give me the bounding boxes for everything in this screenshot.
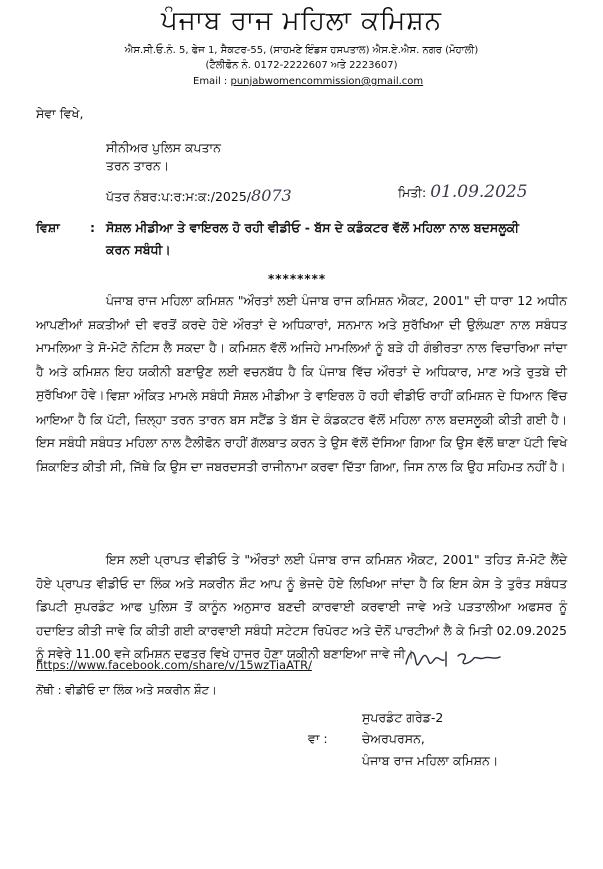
signatory-designation: ਸੁਪਰਡੰਟ ਗਰੇਡ-2: [362, 710, 444, 725]
salutation: ਸੇਵਾ ਵਿਖੇ,: [36, 106, 84, 121]
subject-colon: :: [90, 220, 95, 235]
paragraph-1: ਪੰਜਾਬ ਰਾਜ ਮਹਿਲਾ ਕਮਿਸ਼ਨ "ਔਰਤਾਂ ਲਈ ਪੰਜਾਬ ਰਾਜ ਕਮਿਸ਼ਨ ਐਕਟ, 2001" ਦੀ ਧਾਰਾ 12 ਅਧੀਨ ਆਪਣੀਆਂ ਸ਼ਕਤੀਆਂ ਦੀ ਵਰਤੋਂ ਕਰਦੇ ਹੋਏ ਔਰਤਾਂ ਦੇ ਅਧਿਕਾਰਾਂ, ਸਨਮਾਨ ਅਤੇ ਸੁਰੱਖਿਆ ਦੀ ਉਲੰਘਣਾ ਨਾਲ ਸਬੰਧਤ ਮਾਮਲਿਆ ਤੇ ਸੋ-ਮੋਟੋ ਨੋਟਿਸ ਲੈ ਸਕਦਾ ਹੈ। ਕਮਿਸ਼ਨ ਵੱਲੋਂ ਅਜਿਹੇ ਮਾਮਲਿਆਂ ਨੂੰ ਬੜੇ ਹੀ ਗੰਭੀਰਤਾ ਨਾਲ ਵਿਚਾਰਿਆ ਜਾਂਦਾ ਹੈ ਅਤੇ ਕਮਿਸ਼ਨ ਇਹ ਯਕੀਨੀ ਬਣਾਉਣ ਲਈ ਵਚਨਬੱਧ ਹੈ ਕਿ ਪੰਜਾਬ ਵਿੱਚ ਔਰਤਾਂ ਦੇ ਅਧਿਕਾਰ, ਮਾਣ ਅਤੇ ਰੁਤਬੇ ਦੀ ਸੁਰੱਖਿਆ ਹੋਵੇ।: [36, 294, 567, 402]
subject-line-2: ਕਰਨ ਸਬੰਧੀ।: [106, 242, 171, 257]
signatory-for-label: ਵਾ :: [308, 731, 328, 746]
recipient-place: ਤਰਨ ਤਾਰਨ।: [106, 158, 170, 173]
video-link[interactable]: https://www.facebook.com/share/v/15wzTiaATR/: [36, 658, 312, 672]
letter-number: [106, 186, 292, 205]
paragraph-3: ਇਸ ਲਈ ਪ੍ਰਾਪਤ ਵੀਡੀਓ ਤੇ "ਔਰਤਾਂ ਲਈ ਪੰਜਾਬ ਰਾਜ ਕਮਿਸ਼ਨ ਐਕਟ, 2001" ਤਹਿਤ ਸੋ-ਮੋਟੋ ਲੈਂਦੇ ਹੋਏ ਪ੍ਰਾਪਤ ਵੀਡੀਓ ਦਾ ਲਿੰਕ ਅਤੇ ਸਕਰੀਨ ਸ਼ੌਟ ਆਪ ਨੂੰ ਭੇਜਦੇ ਹੋਏ ਲਿਖਿਆ ਜਾਂਦਾ ਹੈ ਕਿ ਇਸ ਕੇਸ ਤੇ ਤੁਰੰਤ ਸਬੰਧਤ ਡਿਪਟੀ ਸੁਪਰਡੰਟ ਆਫ ਪੁਲਿਸ ਤੋਂ ਕਾਨੂੰਨ ਅਨੁਸਾਰ ਬਣਦੀ ਕਾਰਵਾਈ ਕਰਵਾਈ ਜਾਵੇ ਅਤੇ ਪੜਤਾਲੀਆ ਅਫਸਰ ਨੂੰ ਹਦਾਇਤ ਕੀਤੀ ਜਾਵੇ ਕਿ ਕੀਤੀ ਗਈ ਕਾਰਵਾਈ ਸਬੰਧੀ ਸਟੇਟਸ ਰਿਪੋਰਟ ਅਤੇ ਦੋਨੋਂ ਪਾਰਟੀਆਂ ਲੈ ਕੇ ਮਿਤੀ 02.09.2025 ਨੂੰ ਸਵੇਰੇ 11.00 ਵਜੇ ਕਮਿਸ਼ਨ ਦਫਤਰ ਵਿਖੇ ਹਾਜਰ ਹੋਣਾ ਯਕੀਨੀ ਬਣਾਇਆ ਜਾਵੇ ਜੀ।: [36, 553, 567, 661]
date-label: ਮਿਤੀ:: [398, 185, 427, 200]
address-line-2: (ਟੈਲੀਫੋਨ ਨੰ. 0172-2222607 ਅਤੇ 2223607): [205, 60, 398, 71]
subject-line-1: ਸੋਸ਼ਲ ਮੀਡੀਆ ਤੇ ਵਾਇਰਲ ਹੋ ਰਹੀ ਵੀਡੀਓ - ਬੱਸ ਦੇ ਕਡੰਕਟਰ ਵੱਲੋਂ ਮਹਿਲਾ ਨਾਲ ਬਦਸਲੂਕੀ: [106, 220, 519, 235]
signatory-chairperson: ਚੇਅਰਪਰਸਨ,: [362, 731, 425, 746]
recipient-designation: ਸੀਨੀਅਰ ਪੁਲਿਸ ਕਪਤਾਨ: [106, 140, 221, 155]
signatory-org: ਪੰਜਾਬ ਰਾਜ ਮਹਿਲਾ ਕਮਿਸ਼ਨ।: [362, 753, 499, 768]
enclosure-note: ਨੋਂਥੀ : ਵੀਡੀਓ ਦਾ ਲਿੰਕ ਅਤੇ ਸਕਰੀਨ ਸ਼ੌਟ।: [36, 683, 217, 697]
email-row: [193, 76, 423, 87]
paragraph-2: ਵਿਸ਼ਾ ਅੰਕਿਤ ਮਾਮਲੇ ਸਬੰਧੀ ਸੋਸ਼ਲ ਮੀਡੀਆ ਤੇ ਵਾਇਰਲ ਹੋ ਰਹੀ ਵੀਡੀਓ ਰਾਹੀਂ ਕਮਿਸ਼ਨ ਦੇ ਧਿਆਨ ਵਿੱਚ ਆਇਆ ਹੈ ਕਿ ਪੱਟੀ, ਜ਼ਿਲ੍ਹਾ ਤਰਨ ਤਾਰਨ ਬਸ ਸਟੈਂਡ ਤੇ ਬੱਸ ਦੇ ਕੰਡਕਟਰ ਵੱਲੋਂ ਮਹਿਲਾ ਨਾਲ ਬਦਸਲੂਕੀ ਕੀਤੀ ਗਈ ਹੈ। ਇਸ ਸਬੰਧੀ ਸਬੰਧਤ ਮਹਿਲਾ ਨਾਲ ਟੈਲੀਫੋਨ ਰਾਹੀਂ ਗੱਲਬਾਤ ਕਰਨ ਤੇ ਉਸ ਵੱਲੋਂ ਦੱਸਿਆ ਗਿਆ ਕਿ ਉਸ ਵੱਲੋਂ ਥਾਣਾ ਪੱਟੀ ਵਿਖੇ ਸ਼ਿਕਾਇਤ ਕੀਤੀ ਸੀ, ਜਿੱਥੇ ਕਿ ਉਸ ਦਾ ਜਬਰਦਸਤੀ ਰਾਜੀਨਾਮਾ ਕਰਵਾ ਦਿੱਤਾ ਗਿਆ, ਜਿਸ ਨਾਲ ਕਿ ਉਹ ਸਹਿਮਤ ਨਹੀਂ ਹੈ।: [36, 389, 567, 474]
separator: ********: [268, 272, 327, 286]
email-label: Email :: [193, 76, 228, 87]
email-link[interactable]: punjabwomencommission@gmail.com: [230, 76, 424, 87]
letter-number-handwritten: 8073: [251, 186, 292, 205]
letterhead-title: ਪੰਜਾਬ ਰਾਜ ਮਹਿਲਾ ਕਮਿਸ਼ਨ: [161, 6, 442, 36]
date-handwritten: 01.09.2025: [430, 182, 528, 202]
subject-label: ਵਿਸ਼ਾ: [36, 220, 60, 235]
signature-scribble: [400, 642, 510, 678]
letter-number-label: ਪੱਤਰ ਨੰਬਰ:ਪ:ਰ:ਮ:ਕ:/2025/: [106, 189, 252, 204]
address-line-1: ਐਸ.ਸੀ.ਓ.ਨੰ. 5, ਫੇਜ 1, ਸੈਕਟਰ-55, (ਸਾਹਮਣੇ ਇੰਡਸ ਹਸਪਤਾਲ) ਐਸ.ਏ.ਐਸ. ਨਗਰ (ਮੋਹਾਲੀ): [124, 45, 479, 56]
letter-date: [398, 182, 528, 202]
